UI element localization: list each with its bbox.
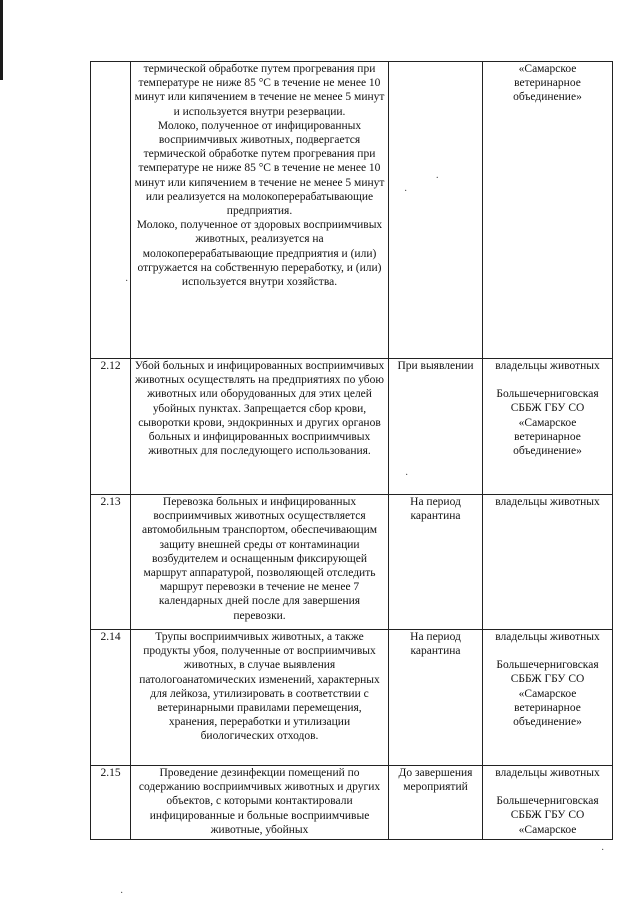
table-row — [91, 62, 613, 359]
measure-text — [131, 766, 389, 840]
measure-term: При выявлении — [389, 359, 483, 495]
measures-table — [90, 61, 613, 840]
spacer — [486, 780, 609, 794]
scan-speck: · — [405, 470, 409, 481]
scan-speck: . — [436, 170, 439, 181]
table-row — [91, 495, 613, 630]
responsible-line: владельцы животных — [495, 631, 600, 643]
responsible-line: «Самарское ветеринарное объединение» — [513, 63, 582, 104]
scan-speck: · — [601, 845, 605, 856]
scan-edge-mark — [0, 0, 3, 80]
responsible-line: владельцы животных — [495, 767, 600, 779]
responsible-line: владельцы животных — [495, 496, 600, 508]
measure-text — [131, 630, 389, 766]
spacer — [486, 644, 609, 658]
measure-paragraph: Перевозка больных и инфицированных восприимчивых животных осуществляется автомобильным транспортом, обеспечивающим защиту внешней среды от контаминации возбудителем и оснащенным фиксирующей маршрут аппаратурой, позволяющей отследить маршрут перевозки в течение не менее 7 календарных дней после для завершения перевозки. — [141, 496, 378, 622]
row-number: 2.12 — [91, 359, 131, 495]
measure-text — [131, 62, 389, 359]
table-row — [91, 766, 613, 840]
responsible-party — [483, 359, 613, 495]
measure-paragraph: Молоко, полученное от здоровых восприимчивых животных, реализуется на молокоперерабатывающие предприятия и (или) отгружается на собственную переработку, и (или) используется внутри хозяйства. — [136, 219, 383, 289]
measure-term — [389, 62, 483, 359]
row-number — [91, 62, 131, 359]
responsible-line: Большечерниговская СББЖ ГБУ СО «Самарское — [496, 795, 599, 836]
measure-term: На период карантина — [389, 495, 483, 630]
measure-paragraph: Молоко, полученное от инфицированных восприимчивых животных, подвергается термической обработке путем прогревания при температуре не ниже 85 °С в течение не менее 10 минут или кипячением в течение не менее 5 минут или реализуется на молокоперерабатывающие предприятия. — [134, 119, 385, 218]
measure-paragraph: термической обработке путем прогревания при температуре не ниже 85 °С в течение не менее 10 минут или кипячением в течение не менее 5 минут и используется внутри резервации. — [134, 63, 385, 118]
measure-paragraph: Трупы восприимчивых животных, а также продукты убоя, полученные от восприимчивых животных, в случае выявления патологоанатомических изменений, характерных для лейкоза, утилизировать в соответствии с ветеринарными правилами перемещения, хранения, переработки и утилизации биологических отходов. — [139, 631, 380, 743]
scan-speck: · — [120, 888, 124, 899]
measure-text — [131, 359, 389, 495]
responsible-party — [483, 630, 613, 766]
responsible-line: владельцы животных — [495, 360, 600, 372]
scan-speck: · — [404, 186, 408, 197]
measure-paragraph: Проведение дезинфекции помещений по содержанию восприимчивых животных и других объектов, с которыми контактировали инфицированные и больные восприимчивые животные, убойных — [138, 767, 381, 836]
responsible-line: Большечерниговская СББЖ ГБУ СО «Самарское ветеринарное объединение» — [496, 659, 599, 729]
row-number: 2.14 — [91, 630, 131, 766]
row-number: 2.13 — [91, 495, 131, 630]
table-row — [91, 359, 613, 495]
scan-speck: · — [125, 276, 129, 287]
measure-term: До завершения мероприятий — [389, 766, 483, 840]
spacer — [486, 373, 609, 387]
responsible-party — [483, 766, 613, 840]
measure-paragraph: Убой больных и инфицированных восприимчивых животных осуществлять на предприятиях по убою животных или оборудованных для этих целей убойных пунктах. Запрещается сбор крови, сыворотки крови, эндокринных и других органов больных и инфицированных восприимчивых животных для последующего использования. — [134, 360, 385, 458]
measure-term: На период карантина — [389, 630, 483, 766]
responsible-party — [483, 495, 613, 630]
table-row — [91, 630, 613, 766]
measure-text — [131, 495, 389, 630]
responsible-line: Большечерниговская СББЖ ГБУ СО «Самарское ветеринарное объединение» — [496, 388, 599, 458]
row-number: 2.15 — [91, 766, 131, 840]
responsible-party — [483, 62, 613, 359]
